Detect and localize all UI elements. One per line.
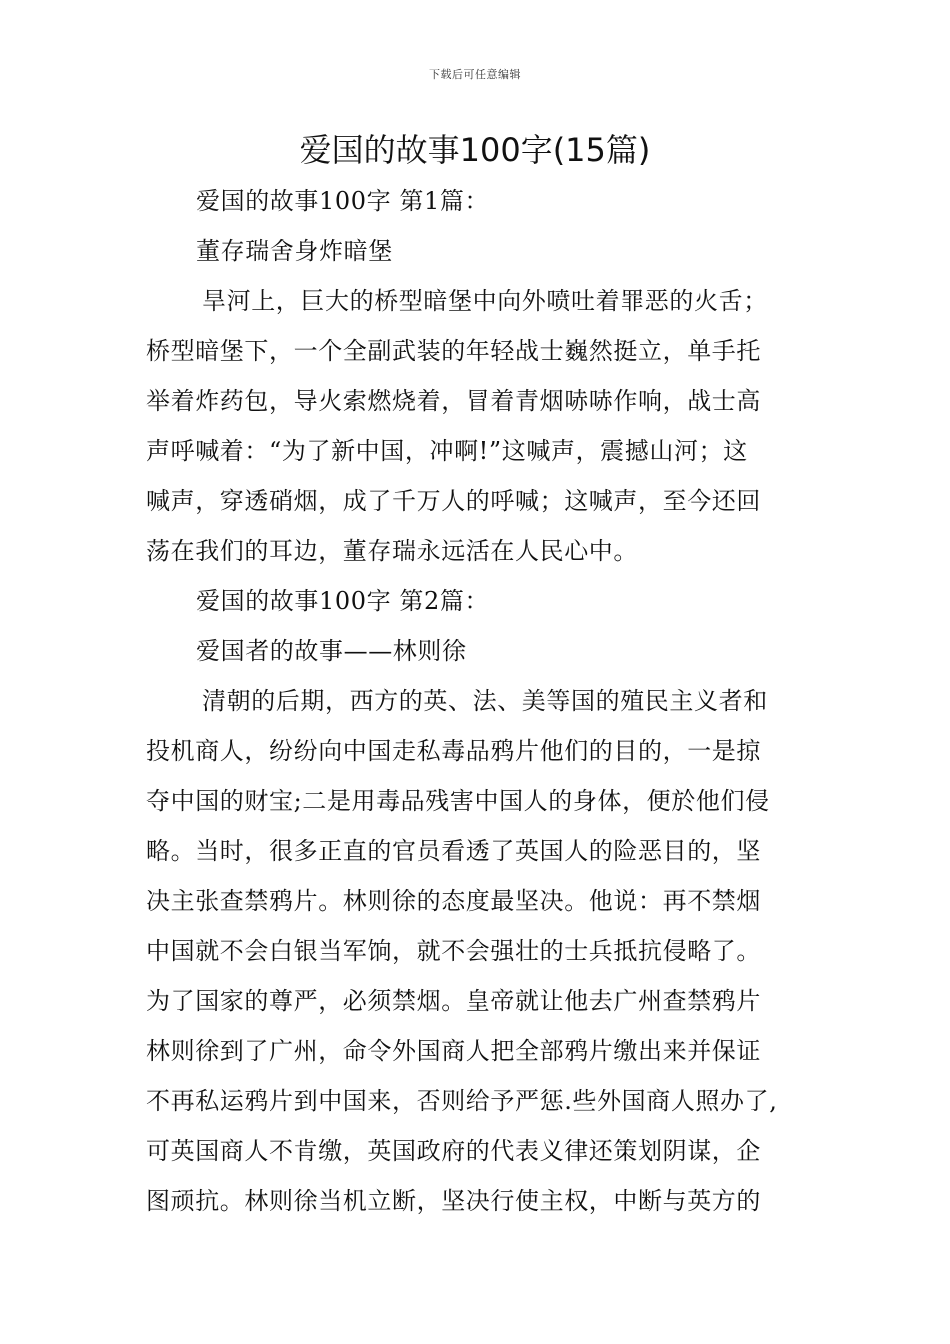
- section-heading: 爱国的故事100字 第2篇：: [196, 587, 490, 615]
- story-title: 董存瑞舍身炸暗堡: [196, 237, 393, 265]
- paragraph-line: 夺中国的财宝;二是用毒品残害中国人的身体，便於他们侵: [146, 787, 770, 815]
- paragraph-line: 举着炸药包，导火索燃烧着，冒着青烟哧哧作响，战士高: [146, 387, 761, 415]
- story-title: 爱国者的故事——林则徐: [196, 637, 467, 665]
- paragraph-line: 中国就不会白银当军饷，就不会强壮的士兵抵抗侵略了。: [146, 937, 761, 965]
- paragraph-line: 喊声，穿透硝烟，成了千万人的呼喊；这喊声，至今还回: [146, 487, 761, 515]
- paragraph-line: 略。当时，很多正直的官员看透了英国人的险恶目的，坚: [146, 837, 761, 865]
- paragraph-line: 决主张查禁鸦片。林则徐的态度最坚决。他说：再不禁烟: [146, 887, 761, 915]
- paragraph-line: 荡在我们的耳边，董存瑞永远活在人民心中。: [146, 537, 638, 565]
- paragraph-line: 投机商人，纷纷向中国走私毒品鸦片他们的目的，一是掠: [146, 737, 761, 765]
- header-note: 下载后可任意编辑: [429, 68, 521, 81]
- paragraph-line: 为了国家的尊严，必须禁烟。皇帝就让他去广州查禁鸦片: [146, 987, 761, 1015]
- paragraph-line: 旱河上，巨大的桥型暗堡中向外喷吐着罪恶的火舌；: [202, 287, 768, 315]
- document-body: [146, 176, 822, 1226]
- section-heading: 爱国的故事100字 第1篇：: [196, 187, 490, 215]
- paragraph-line: 不再私运鸦片到中国来，否则给予严惩.些外国商人照办了,: [146, 1087, 778, 1115]
- paragraph-line: 桥型暗堡下，一个全副武装的年轻战士巍然挺立，单手托: [146, 337, 761, 365]
- paragraph-line: 图顽抗。林则徐当机立断，坚决行使主权，中断与英方的: [146, 1187, 761, 1215]
- paragraph-line: 声呼喊着：“为了新中国，冲啊!”这喊声，震撼山河；这: [146, 437, 748, 465]
- document-title: 爱国的故事100字(15篇): [299, 131, 651, 169]
- paragraph-line: 林则徐到了广州，命令外国商人把全部鸦片缴出来并保证: [146, 1037, 761, 1065]
- paragraph-line: 可英国商人不肯缴，英国政府的代表义律还策划阴谋，企: [146, 1137, 761, 1165]
- paragraph-line: 清朝的后期，西方的英、法、美等国的殖民主义者和: [202, 687, 768, 715]
